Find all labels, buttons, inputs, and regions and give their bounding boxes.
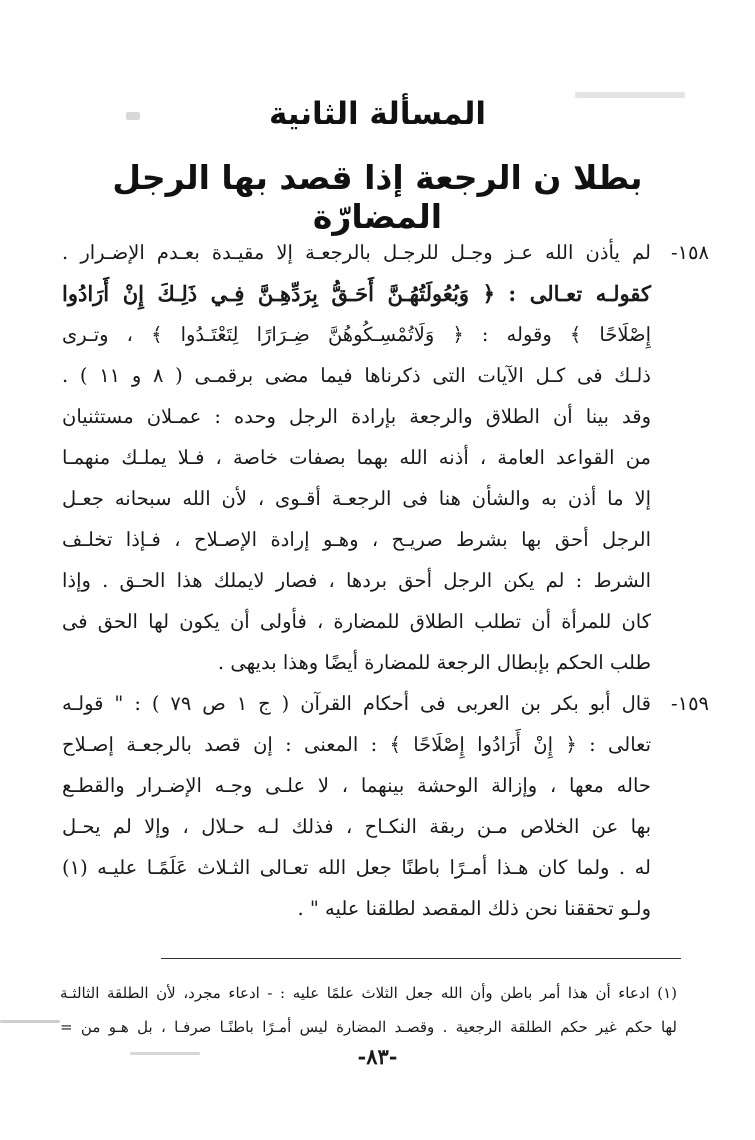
scan-smudge <box>0 1020 60 1023</box>
text-line: له . ولما كان هـذا أمـرًا باطنًا جعل الله تعـالى الثـلاث عَلَمًـا عليـه (١) <box>62 856 651 879</box>
text-line: كان للمرأة أن تطلب الطلاق للمضارة ، فأولى أن يكون لها الحق فى <box>62 610 651 633</box>
text-line: ١٥٨-لم يأذن الله عـز وجـل للرجـل بالرجعـة إلا مقيـدة بعـدم الإضـرار . <box>62 232 709 273</box>
text-line: ١٥٩-قال أبو بكر بن العربى فى أحكام القرآن ( ج ١ ص ٧٩ ) : " قولـه <box>62 683 709 724</box>
page-number: -٨٣- <box>357 1044 398 1069</box>
text-line: إِصْلَاحًا ﴾ وقوله : ﴿ وَلَاتُمْسِـكُوهُنَّ ضِـرَارًا لِتَعْتَـدُوا ﴾ ، وتـرى <box>62 323 651 346</box>
text-line: الرجل أحق بها بشرط صريـح ، وهـو إرادة الإصـلاح ، فـإذا تخلـف <box>62 528 651 551</box>
text-line: ولـو تحققنا نحن ذلك المقصد لطلقنا عليه " . <box>297 897 651 920</box>
footnote-line: (١) ادعاء أن هذا أمر باطن وأن الله جعل الثلاث علمًا عليه : - ادعاء مجرد، لأن الطلقة الثالثـة <box>60 984 677 1002</box>
text-line: طلب الحكم بإبطال الرجعة للمضارة أيضًا وهذا بديهى . <box>217 651 651 674</box>
section-subtitle: بطلا ن الرجعة إذا قصد بها الرجل المضارّة <box>112 158 643 236</box>
text-line: تعالى : ﴿ إِنْ أَرَادُوا إِصْلَاحًا ﴾ : المعنى : إن قصد بالرجعـة إصـلاح <box>62 733 651 756</box>
text-line: بها عن الخلاص مـن ربقة النكـاح ، فذلك لـه حـلال ، وإلا لم يحـل <box>62 815 651 838</box>
section-title: المسألة الثانية <box>268 96 487 132</box>
body-text <box>62 232 709 929</box>
paragraph-number: ١٥٨- <box>670 241 709 264</box>
paragraph-number: ١٥٩- <box>671 692 709 715</box>
footnote-separator <box>161 958 681 959</box>
text-line: الشرط : لم يكن الرجل أحق بردها ، فصار لايملك هذا الحـق . وإذا <box>62 569 651 592</box>
text-line: وقد بينا أن الطلاق والرجعة بإرادة الرجل وحده : عمـلان مستثنيان <box>62 405 651 428</box>
text-line: حاله معها ، وإزالة الوحشة بينهما ، لا علـى وجـه الإضـرار والقطـع <box>62 774 651 797</box>
text-line: كقولـه تعـالى : ﴿ وَبُعُولَتُهُـنَّ أَحَـقُّ بِرَدِّهِـنَّ فِـي ذَلِـكَ إِنْ أَرَادُوا <box>62 281 651 306</box>
footnote-line: لها حكم غير حكم الطلقة الرجعية . وقصـد المضارة ليس أمـرًا باطنًـا صرفـا ، بل هـو من = <box>60 1018 677 1036</box>
text-line: إلا ما أذن به والشأن هنا فى الرجعـة أقـوى ، لأن الله سبحانه جعـل <box>62 487 651 510</box>
text-line: ذلـك فى كـل الآيات التى ذكرناها فيما مضى برقمـى ( ٨ و ١١ ) . <box>62 364 651 387</box>
footnotes <box>60 976 677 1044</box>
text-line: من القواعد العامة ، أذنه الله بهما بصفات خاصة ، فـلا يملـك منهمـا <box>62 446 651 469</box>
